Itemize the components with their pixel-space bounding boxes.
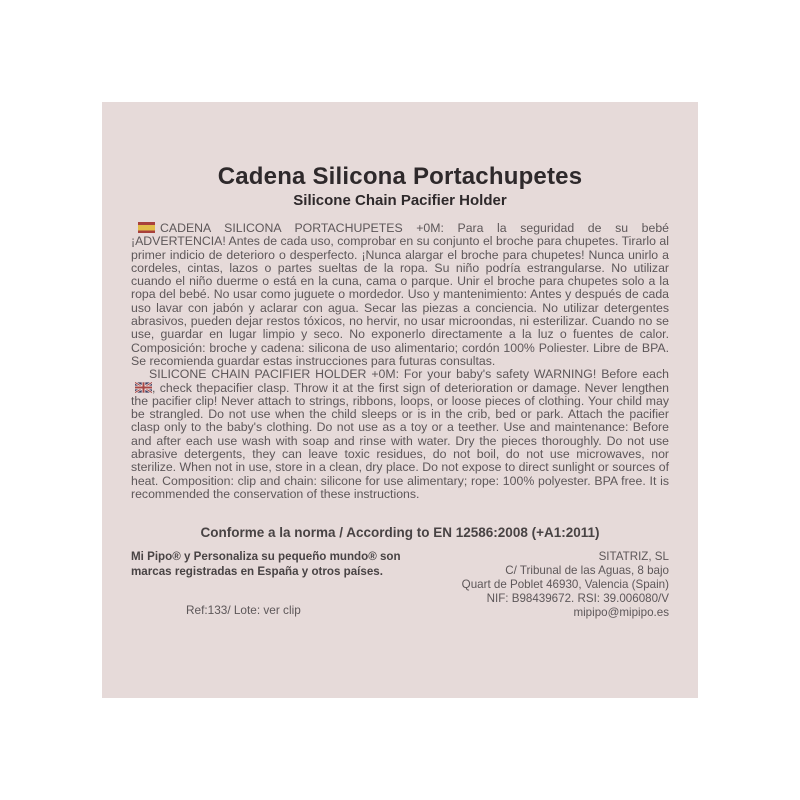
company-info — [462, 550, 669, 620]
label-footer — [131, 550, 669, 620]
spanish-instructions-text: CADENA SILICONA PORTACHUPETES +0M: Para la seguridad de su bebé ¡ADVERTENCIA! Antes de cada uso, comprobar en su conjunto el broche para chupetes. Tirarlo al primer indicio de deterioro o desperfecto. ¡Nunca alargar el broche para chupetes! Nunca unirlo a cordeles, cintas, lazos o partes sueltas de la ropa. Su niño podría estrangularse. No utilizar cuando el niño duerme o está en la cuna, cama o parque. Unir el broche para chupetes solo a la ropa del bebé. No usar como juguete o mordedor. Uso y mantenimiento: Antes y después de cada uso lavar con jabón y aclarar con agua. Secar las piezas a conciencia. No utilizar detergentes abrasivos, pueden dejar restos tóxicos, no hervir, no usar microondas, ni esterilizar. Cuando no se use, guardar en lugar limpio y seco. No exponerlo directamente a la luz o fuentes de calor. Composición: broche y cadena: silicona de uso alimentario; cordón 100% Poliester. Libre de BPA. Se recomienda guardar estas instrucciones para futuras consultas. — [131, 221, 669, 368]
instructions-block — [131, 222, 669, 501]
english-instructions-text-1: SILICONE CHAIN PACIFIER HOLDER +0M: For your baby's safety WARNING! Before each — [149, 367, 669, 382]
company-tax-ids: NIF: B98439672. RSI: 39.006080/V — [486, 592, 669, 606]
spanish-instructions — [131, 222, 669, 368]
footer-left-column — [131, 550, 401, 620]
company-email: mipipo@mipipo.es — [573, 606, 669, 620]
company-name: SITATRIZ, SL — [598, 550, 669, 564]
product-subtitle: Silicone Chain Pacifier Holder — [293, 192, 507, 209]
company-address-line-1: C/ Tribunal de las Aguas, 8 bajo — [505, 564, 669, 578]
product-label — [102, 102, 698, 698]
trademark-notice — [131, 550, 401, 579]
product-title: Cadena Silicona Portachupetes — [217, 163, 583, 190]
uk-flag-icon — [135, 382, 152, 393]
company-address-line-2: Quart de Poblet 46930, Valencia (Spain) — [461, 578, 669, 592]
trademark-line-2: marcas registradas en España y otros países. — [131, 564, 383, 578]
english-instructions — [131, 368, 669, 501]
compliance-statement: Conforme a la norma / According to EN 12586:2008 (+A1:2011) — [200, 525, 600, 541]
spain-flag-icon — [138, 222, 155, 233]
trademark-line-1: Mi Pipo® y Personaliza su pequeño mundo® son — [131, 550, 401, 564]
english-instructions-text-2: , check thepacifier clasp. Throw it at the first sign of deterioration or damage. Never lengthen the pacifier clip! Never attach to strings, ribbons, loops, or loose pieces of clothing. Your child may be strangled. Do not use when the child sleeps or is in the crib, bed or park. Attach the pacifier clasp only to the baby's clothing. Do not use as a toy or a teether. Use and maintenance: Before and after each use wash with soap and rinse with water. Dry the pieces thoroughly. Do not use abrasive detergents, they can leave toxic residues, do not boil, do not use microwaves, nor sterilize. When not in use, store in a clean, dry place. Do not expose to direct sunlight or sources of heat. Composition: clip and chain: silicone for use alimentary; rope: 100% polyester. BPA free. It is recommended the conservation of these instructions. — [131, 380, 669, 501]
reference-lot-line: Ref:133/ Lote: ver clip — [186, 603, 301, 618]
